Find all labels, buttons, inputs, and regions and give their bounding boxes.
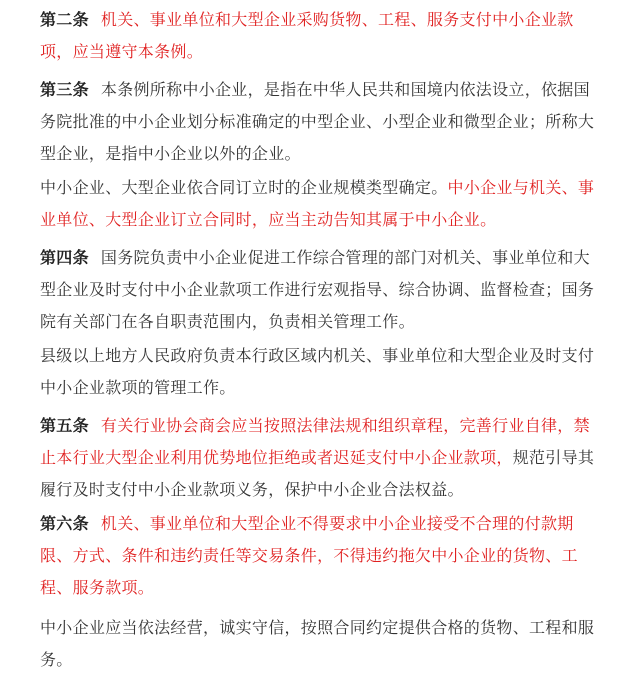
body-text: 县级以上地方人民政府负责本行政区域内机关、事业单位和大型企业及时支付中小企业款项的管理工作。	[40, 346, 595, 397]
article-6-paragraph	[40, 508, 598, 604]
article-6-sub-paragraph	[40, 612, 598, 676]
highlighted-text: 有关行业协会商会应当按照法律法规和组织章程，完善行业自律，禁止本行业大型企业利用优势地位拒绝或者迟延支付中小企业款项，	[40, 416, 590, 467]
article-number: 第五条	[40, 416, 89, 435]
body-text: 规范引导其履行及时支付中小企业款项义务，保护中小企业合法权益。	[40, 448, 595, 499]
article-3-paragraph	[40, 74, 598, 170]
body-text: 中小企业应当依法经营，诚实守信，按照合同约定提供合格的货物、工程和服务。	[40, 618, 595, 669]
article-4-sub-paragraph	[40, 340, 598, 404]
article-5-paragraph	[40, 410, 598, 506]
highlighted-text: 机关、事业单位和大型企业采购货物、工程、服务支付中小企业款项，应当遵守本条例。	[40, 10, 574, 61]
article-3-sub-paragraph	[40, 172, 598, 236]
body-text: 本条例所称中小企业，是指在中华人民共和国境内依法设立，依据国务院批准的中小企业划分标准确定的中型企业、小型企业和微型企业；所称大型企业，是指中小企业以外的企业。	[40, 80, 595, 163]
article-number: 第四条	[40, 248, 89, 267]
highlighted-text: 机关、事业单位和大型企业不得要求中小企业接受不合理的付款期限、方式、条件和违约责任等交易条件，不得违约拖欠中小企业的货物、工程、服务款项。	[40, 514, 578, 597]
highlighted-text: 中小企业与机关、事业单位、大型企业订立合同时，应当主动告知其属于中小企业。	[40, 178, 595, 229]
article-2-paragraph	[40, 4, 598, 68]
article-number: 第三条	[40, 80, 89, 99]
article-number: 第二条	[40, 10, 89, 29]
body-text: 国务院负责中小企业促进工作综合管理的部门对机关、事业单位和大型企业及时支付中小企业款项工作进行宏观指导、综合协调、监督检查；国务院有关部门在各自职责范围内，负责相关管理工作。	[40, 248, 595, 331]
article-number: 第六条	[40, 514, 89, 533]
article-4-paragraph	[40, 242, 598, 338]
body-text: 中小企业、大型企业依合同订立时的企业规模类型确定。	[40, 178, 448, 197]
